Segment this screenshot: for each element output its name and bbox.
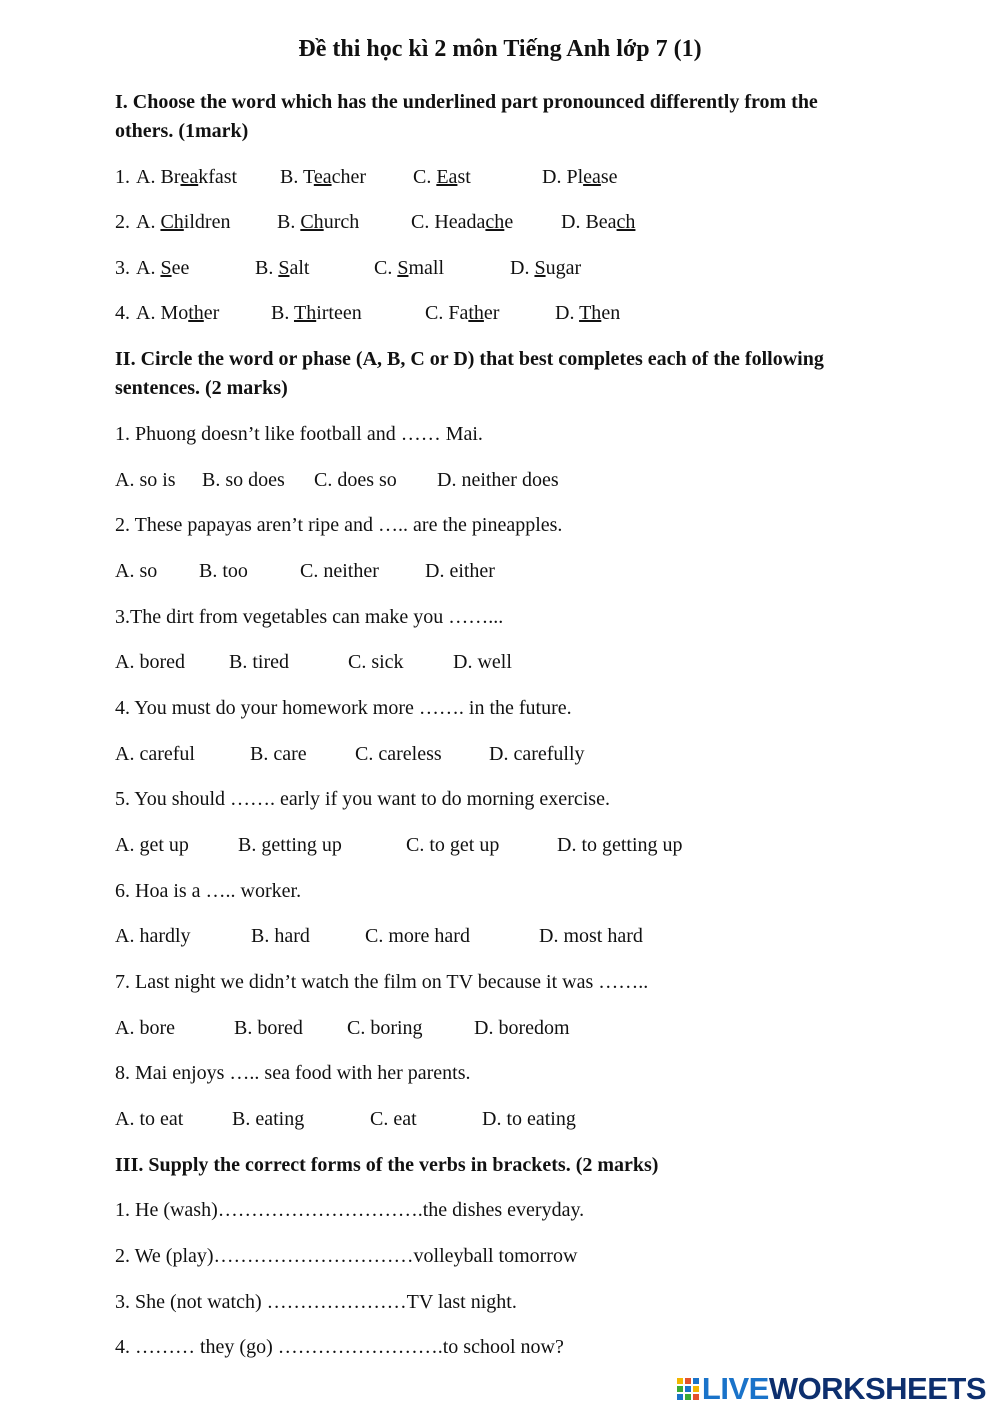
option-d[interactable]: D. most hard bbox=[539, 925, 643, 947]
question-number: 2. bbox=[115, 211, 130, 233]
option-b[interactable]: B. Church bbox=[277, 211, 360, 233]
option-d[interactable]: D. to eating bbox=[482, 1108, 576, 1130]
option-a[interactable]: A. See bbox=[136, 257, 190, 279]
section2-heading-line1: II. Circle the word or phase (A, B, C or D) that best completes each of the following bbox=[115, 348, 824, 370]
question-8-stem: 8. Mai enjoys ….. sea food with her parents. bbox=[115, 1062, 471, 1084]
question-7-stem: 7. Last night we didn’t watch the film on TV because it was …….. bbox=[115, 971, 649, 993]
question-5-stem: 5. You should ……. early if you want to do morning exercise. bbox=[115, 788, 610, 810]
option-a[interactable]: A. get up bbox=[115, 834, 189, 856]
option-b[interactable]: B. Teacher bbox=[280, 166, 366, 188]
option-c[interactable]: C. sick bbox=[348, 651, 404, 673]
option-c[interactable]: C. Father bbox=[425, 302, 500, 324]
page-title: Đề thi học kì 2 môn Tiếng Anh lớp 7 (1) bbox=[298, 36, 702, 62]
question-number: 1. bbox=[115, 166, 130, 188]
option-d[interactable]: D. neither does bbox=[437, 469, 559, 491]
option-d[interactable]: D. to getting up bbox=[557, 834, 683, 856]
option-c[interactable]: C. East bbox=[413, 166, 471, 188]
pron-question-4 bbox=[115, 299, 621, 327]
option-d[interactable]: D. carefully bbox=[489, 743, 585, 765]
section3-heading: III. Supply the correct forms of the verbs in brackets. (2 marks) bbox=[115, 1154, 659, 1176]
verb-item-4: 4. ……… they (go) …………………….to school now? bbox=[115, 1336, 564, 1358]
option-a[interactable]: A. to eat bbox=[115, 1108, 184, 1130]
option-c[interactable]: C. to get up bbox=[406, 834, 500, 856]
question-1-stem: 1. Phuong doesn’t like football and …… Mai. bbox=[115, 423, 483, 445]
option-b[interactable]: B. Salt bbox=[255, 257, 310, 279]
question-number: 3. bbox=[115, 257, 130, 279]
question-2-stem: 2. These papayas aren’t ripe and ….. are the pineapples. bbox=[115, 514, 563, 536]
option-b[interactable]: B. getting up bbox=[238, 834, 342, 856]
option-a[interactable]: A. careful bbox=[115, 743, 195, 765]
section2-heading-line2: sentences. (2 marks) bbox=[115, 377, 288, 399]
option-c[interactable]: C. does so bbox=[314, 469, 397, 491]
option-b[interactable]: B. too bbox=[199, 560, 248, 582]
option-b[interactable]: B. so does bbox=[202, 469, 285, 491]
section1-heading-line1: I. Choose the word which has the underlined part pronounced differently from the bbox=[115, 91, 818, 113]
option-b[interactable]: B. tired bbox=[229, 651, 289, 673]
option-a[interactable]: A. so bbox=[115, 560, 158, 582]
option-a[interactable]: A. Mother bbox=[136, 302, 220, 324]
option-d[interactable]: D. Please bbox=[542, 166, 618, 188]
option-d[interactable]: D. Beach bbox=[561, 211, 636, 233]
option-b[interactable]: B. Thirteen bbox=[271, 302, 362, 324]
option-a[interactable]: A. so is bbox=[115, 469, 176, 491]
brand-wordmark: LIVEWORKSHEETS bbox=[701, 1371, 986, 1406]
option-b[interactable]: B. bored bbox=[234, 1017, 303, 1039]
question-4-stem: 4. You must do your homework more ……. in the future. bbox=[115, 697, 572, 719]
option-d[interactable]: D. boredom bbox=[474, 1017, 570, 1039]
option-c[interactable]: C. eat bbox=[370, 1108, 417, 1130]
question-number: 4. bbox=[115, 302, 130, 324]
section1-heading-line2: others. (1mark) bbox=[115, 120, 249, 142]
option-a[interactable]: A. hardly bbox=[115, 925, 191, 947]
question-6-stem: 6. Hoa is a ….. worker. bbox=[115, 880, 302, 902]
option-b[interactable]: B. care bbox=[250, 743, 307, 765]
option-c[interactable]: C. more hard bbox=[365, 925, 470, 947]
liveworksheets-grid-icon bbox=[676, 1377, 700, 1401]
question-3-stem: 3.The dirt from vegetables can make you ……... bbox=[115, 606, 504, 628]
option-b[interactable]: B. hard bbox=[251, 925, 310, 947]
liveworksheets-logo bbox=[676, 1372, 986, 1406]
option-d[interactable]: D. Sugar bbox=[510, 257, 582, 279]
verb-item-1: 1. He (wash)………………………….the dishes everyday. bbox=[115, 1199, 585, 1221]
option-a[interactable]: A. Breakfast bbox=[136, 166, 238, 188]
option-c[interactable]: C. careless bbox=[355, 743, 442, 765]
pron-question-1 bbox=[115, 163, 618, 191]
option-c[interactable]: C. Headache bbox=[411, 211, 514, 233]
option-a[interactable]: A. Children bbox=[136, 211, 231, 233]
option-a[interactable]: A. bore bbox=[115, 1017, 175, 1039]
option-b[interactable]: B. eating bbox=[232, 1108, 305, 1130]
pron-question-3 bbox=[115, 254, 582, 282]
verb-item-3: 3. She (not watch) …………………TV last night. bbox=[115, 1291, 517, 1313]
option-d[interactable]: D. either bbox=[425, 560, 495, 582]
pron-question-2 bbox=[115, 208, 636, 236]
option-c[interactable]: C. neither bbox=[300, 560, 379, 582]
verb-item-2: 2. We (play)…………………………volleyball tomorrow bbox=[115, 1245, 578, 1267]
option-c[interactable]: C. boring bbox=[347, 1017, 423, 1039]
option-d[interactable]: D. Then bbox=[555, 302, 621, 324]
option-a[interactable]: A. bored bbox=[115, 651, 185, 673]
option-d[interactable]: D. well bbox=[453, 651, 512, 673]
option-c[interactable]: C. Small bbox=[374, 257, 445, 279]
